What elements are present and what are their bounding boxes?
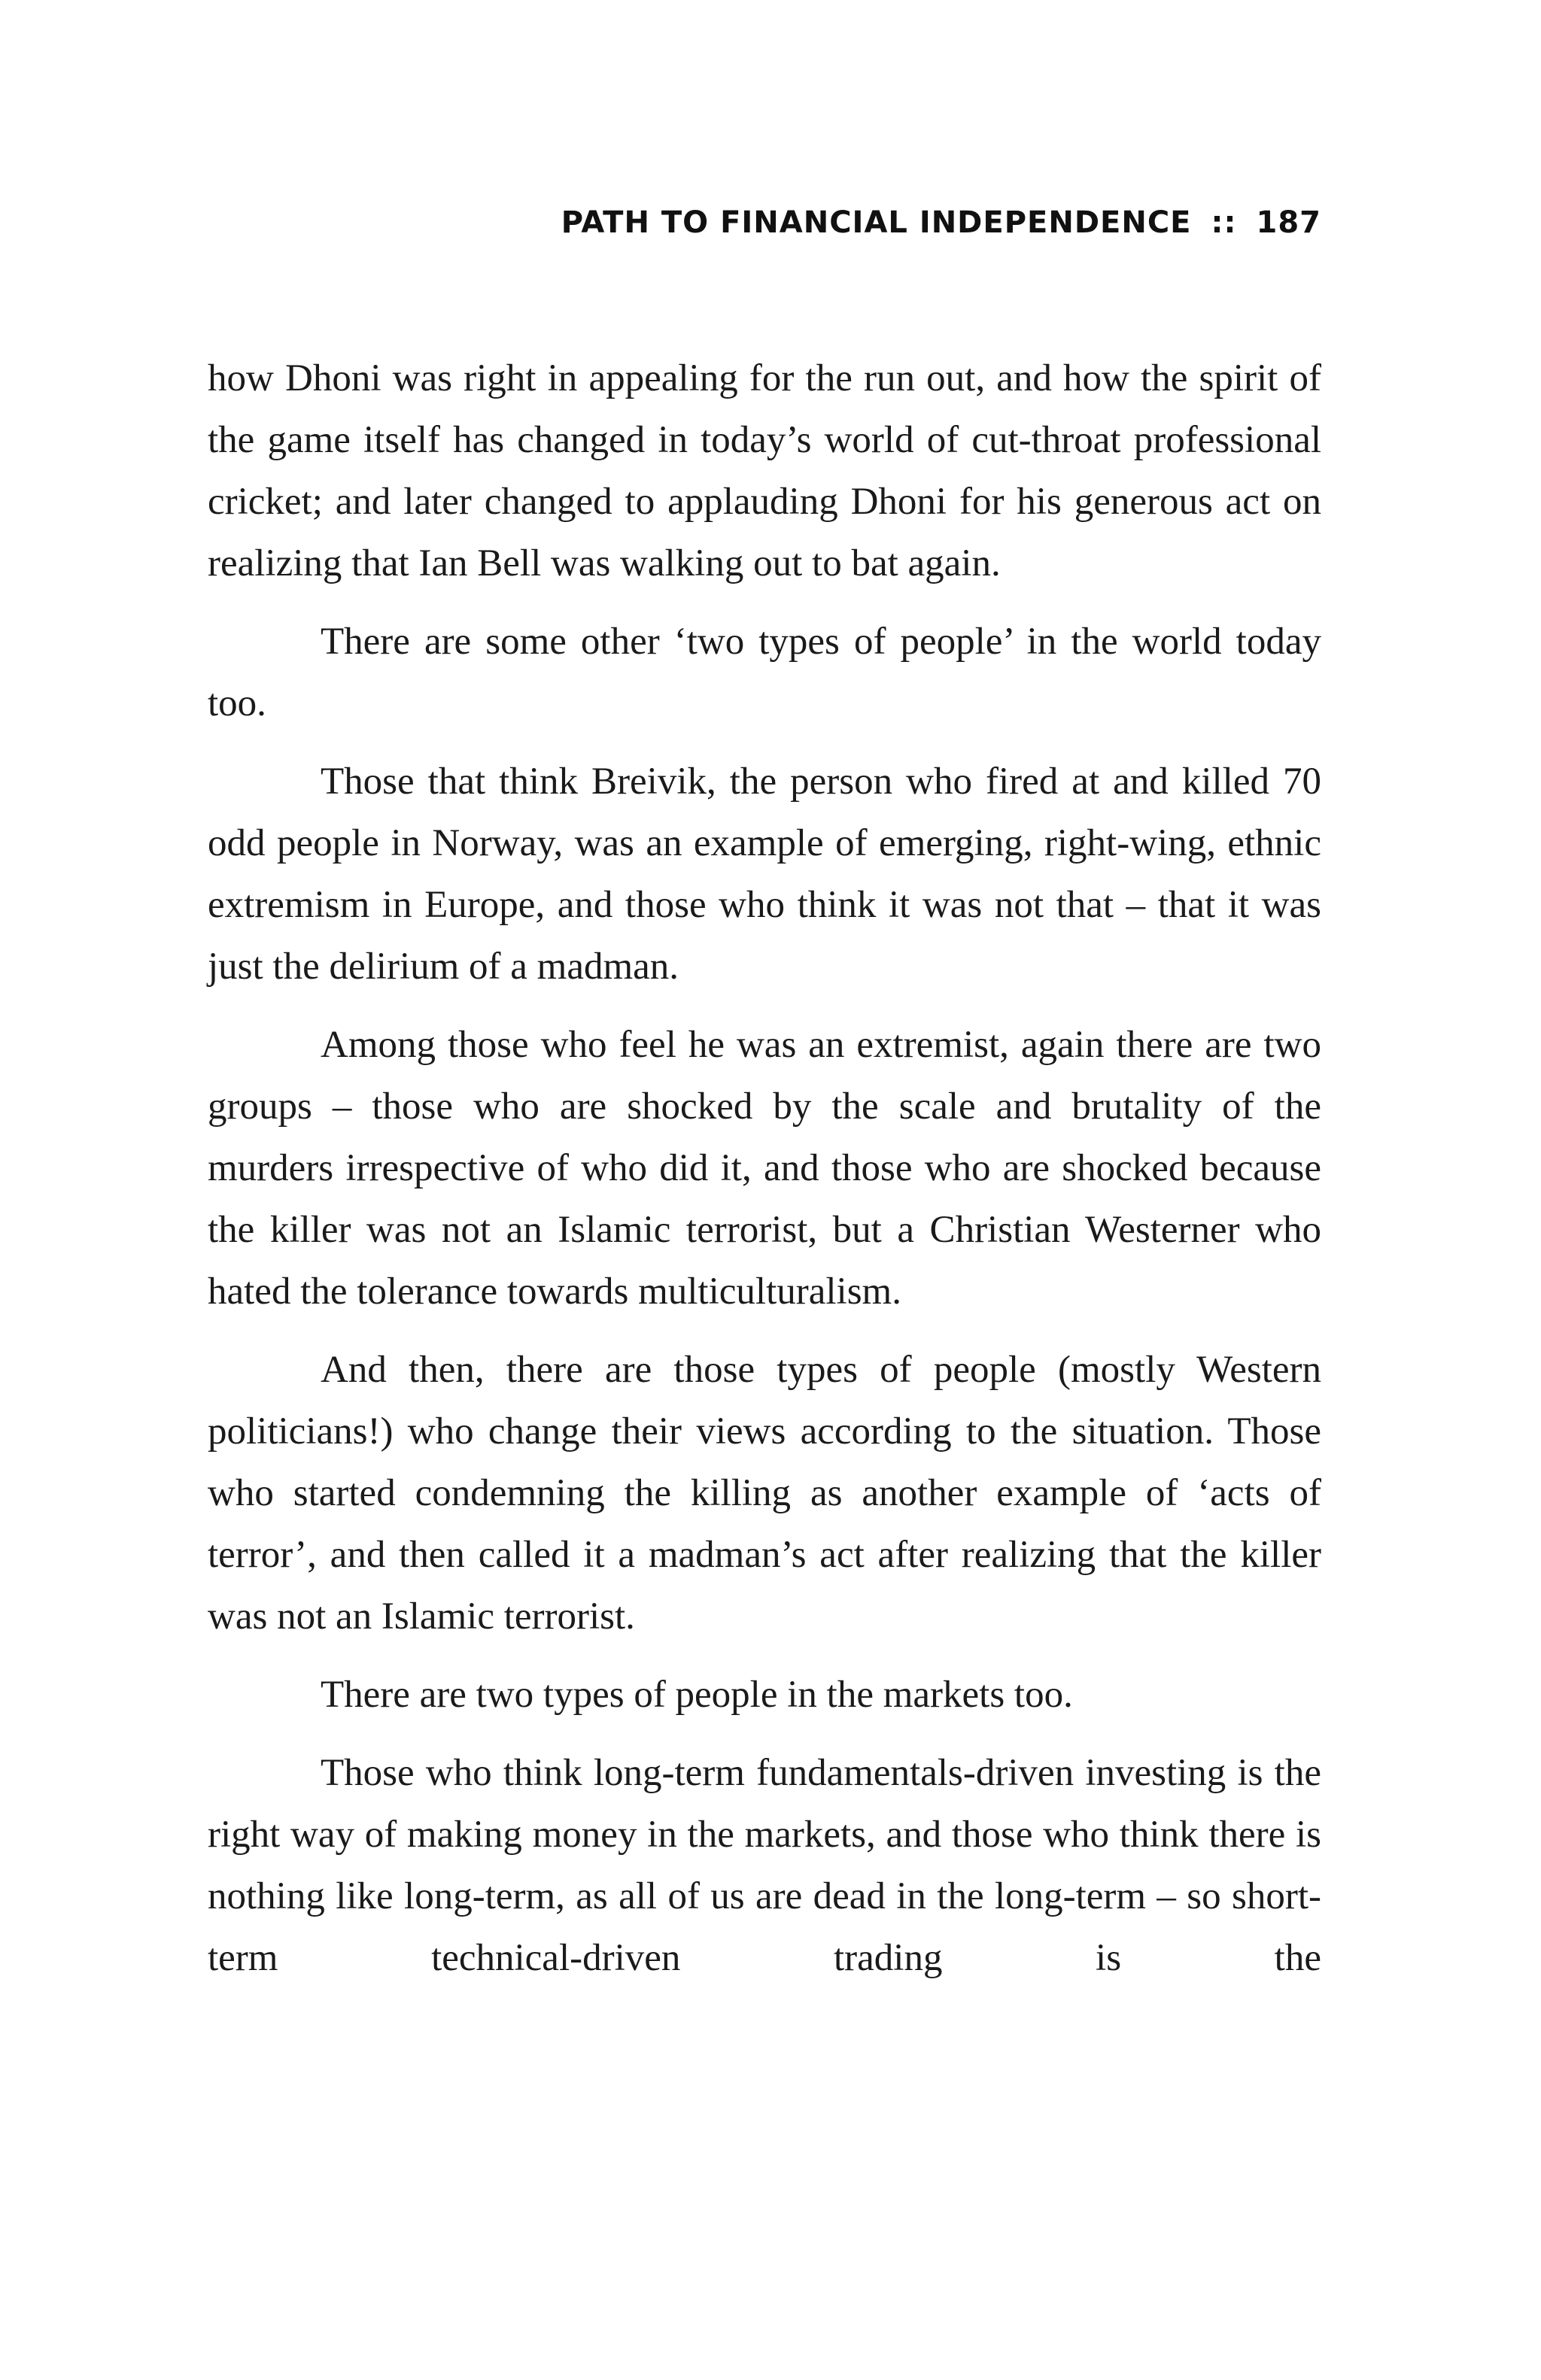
paragraph: Those who think long-term fundamentals-driven investing is the right way of making money in the markets, and those who think there is nothing like long-term, as all of us are dead in the long-term – so short-term technical-driven trading is the (208, 1752, 1321, 1979)
book-page (208, 0, 1321, 2380)
paragraph: And then, there are those types of people (mostly Western politicians!) who change their views according to the situation. Those who started condemning the killing as another example of ‘acts of terror’, and then called it a madman’s act after realizing that the killer was not an Islamic terrorist. (208, 1349, 1321, 1638)
running-title: PATH TO FINANCIAL INDEPENDENCE (561, 205, 1192, 240)
page-number: 187 (1256, 205, 1321, 240)
paragraph: There are two types of people in the markets too. (321, 1674, 1073, 1716)
header-separator: :: (1211, 205, 1237, 240)
paragraph: Those that think Breivik, the person who fired at and killed 70 odd people in Norway, was an example of emerging, right-wing, ethnic extremism in Europe, and those who think it was not that – that it was just the delirium of a madman. (208, 760, 1321, 988)
paragraph-continued: how Dhoni was right in appealing for the run out, and how the spirit of the game itself has changed in today’s world of cut-throat professional cricket; and later changed to applauding Dhoni for his generous act on realizing that Ian Bell was walking out to bat again. (208, 357, 1321, 584)
running-header (561, 205, 1321, 241)
body-text (208, 348, 1321, 2005)
paragraph: There are some other ‘two types of people’ in the world today too. (208, 621, 1321, 724)
paragraph: Among those who feel he was an extremist, again there are two groups – those who are shocked by the scale and brutality of the murders irrespective of who did it, and those who are shocked because the killer was not an Islamic terrorist, but a Christian Westerner who hated the tolerance towards multiculturalism. (208, 1024, 1321, 1313)
